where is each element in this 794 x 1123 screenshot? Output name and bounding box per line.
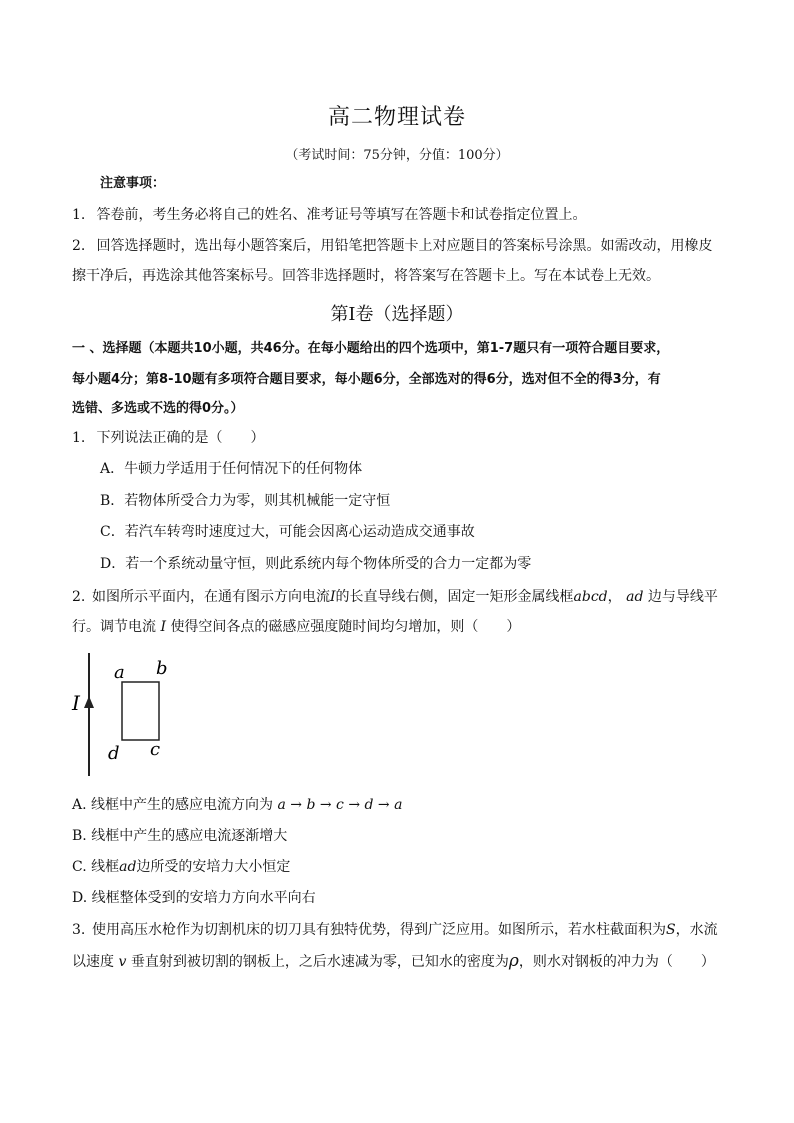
label-c: c [150, 739, 161, 760]
q2-option-b: B. 线框中产生的感应电流逐渐增大 [72, 828, 288, 844]
question-1-stem [72, 428, 732, 448]
q1-option-a: A．牛顿力学适用于任何情况下的任何物体 [100, 461, 363, 477]
section-title: 第Ⅰ卷（选择题） [330, 304, 464, 325]
exam-subtitle: （考试时间：75分钟，分值：100分） [285, 148, 509, 163]
q2-text: 边与导线平 [647, 589, 718, 605]
q2-var-I: I [160, 619, 166, 635]
label-a: a [114, 662, 125, 683]
q3-var-S: S [666, 922, 676, 938]
q2-text: 如图所示平面内，在通有图示方向电流 [92, 589, 330, 605]
q3-text: ，则水对钢板的冲力为（ ） [518, 954, 715, 970]
q2-option-a [72, 795, 732, 815]
q2-text: 的长直导线右侧，固定一矩形金属线框 [335, 589, 574, 605]
question-3-stem-line-2 [72, 951, 732, 972]
note-item-1 [72, 205, 732, 225]
rectangle-loop [122, 682, 159, 740]
exam-title: 高二物理试卷 [327, 105, 466, 130]
q1-option-b: B．若物体所受合力为零，则其机械能一定守恒 [100, 493, 391, 509]
question-number: 2. [72, 589, 86, 605]
q2-text: 行。调节电流 [72, 619, 156, 635]
q3-var-v: v [118, 954, 127, 970]
q3-var-rho: ρ [508, 951, 519, 971]
question-2-stem-line-2 [72, 617, 732, 637]
question-2-stem-line-1 [72, 587, 732, 607]
label-I: I [72, 691, 80, 715]
notes-heading: 注意事项： [100, 176, 166, 191]
note-text: 回答选择题时，选出每小题答案后，用铅笔把答题卡上对应题目的答案标号涂黑。如需改动，用橡皮 [96, 238, 713, 254]
section-instruction-1: 一 、选择题（本题共10小题，共46分。在每小题给出的四个选项中，第1-7题只有一项符合题目要求， [72, 341, 670, 356]
q2-text: ， [607, 589, 622, 605]
q2-var-I: I [330, 589, 336, 605]
option-text: A. 线框中产生的感应电流方向为 [72, 797, 274, 813]
q1-option-d: D．若一个系统动量守恒，则此系统内每个物体所受的合力一定都为零 [100, 556, 532, 572]
option-text: C. 线框 [72, 859, 120, 875]
q2-var-ad: ad [626, 589, 644, 605]
note-number: 1. [72, 207, 86, 223]
note-item-2-cont: 擦干净后，再选涂其他答案标号。回答非选择题时，将答案写在答题卡上。写在本试卷上无效。 [72, 268, 660, 284]
current-arrow-icon [84, 696, 94, 708]
q3-text: 以速度 [72, 954, 114, 970]
q2-var-abcd: abcd [573, 589, 608, 605]
q2-option-c [72, 857, 732, 877]
q2-option-d: D. 线框整体受到的安培力方向水平向右 [72, 890, 316, 906]
section-instruction-2: 每小题4分；第8-10题有多项符合题目要求，每小题6分，全部选对的得6分，选对但不全的得3分，有 [72, 372, 661, 387]
question-number: 1. [72, 430, 86, 446]
option-expression: a → b → c → d → a [277, 797, 403, 813]
label-b: b [156, 658, 168, 679]
q3-text: 使用高压水枪作为切割机床的切刀具有独特优势，得到广泛应用。如图所示，若水柱截面积为 [92, 922, 666, 938]
note-number: 2. [72, 238, 86, 254]
label-d: d [108, 743, 120, 764]
q1-option-c: C．若汽车转弯时速度过大，可能会因离心运动造成交通事故 [100, 524, 475, 540]
note-item-2 [72, 236, 732, 256]
q2-text: 使得空间各点的磁感应强度随时间均匀增加，则（ ） [170, 619, 521, 635]
question-text: 下列说法正确的是（ ） [96, 430, 265, 446]
option-text: 边所受的安培力大小恒定 [136, 859, 291, 875]
q2-figure [70, 648, 190, 783]
section-instruction-3: 选错、多选或不选的得0分。） [72, 401, 244, 416]
note-text: 答卷前，考生务必将自己的姓名、准考证号等填写在答题卡和试卷指定位置上。 [96, 207, 587, 223]
q3-text: ，水流 [675, 922, 718, 938]
option-var-ad: ad [119, 859, 137, 875]
question-number: 3. [72, 922, 86, 938]
question-3-stem-line-1 [72, 920, 732, 940]
q3-text: 垂直射到被切割的钢板上，之后水速减为零，已知水的密度为 [130, 954, 509, 970]
